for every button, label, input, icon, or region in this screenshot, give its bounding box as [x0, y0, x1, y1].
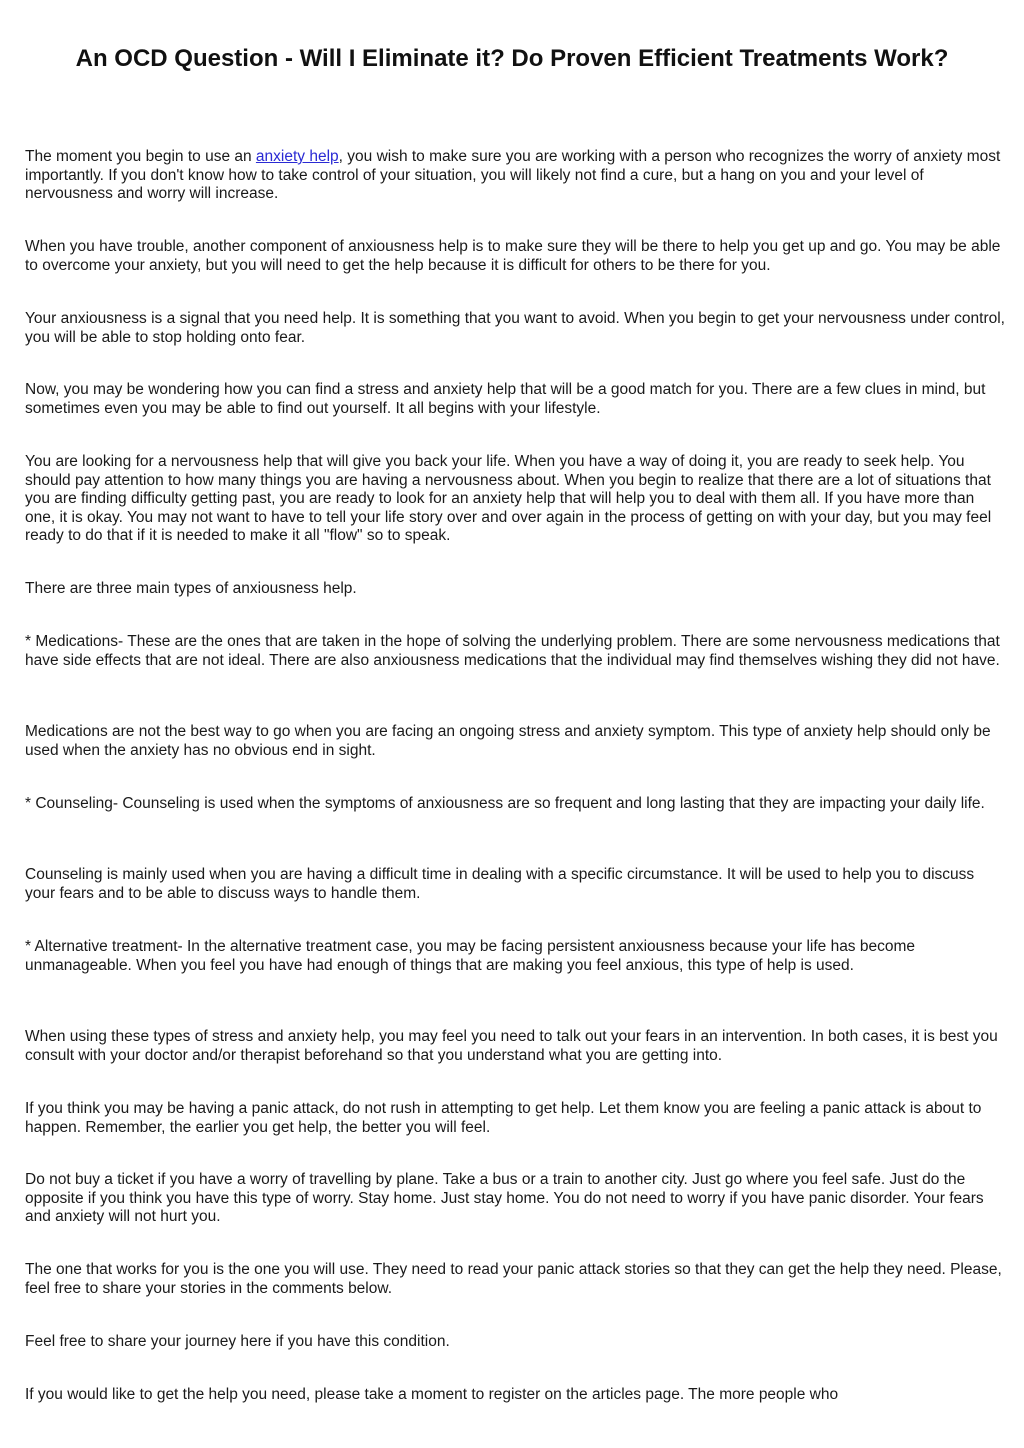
paragraph-16: Feel free to share your journey here if you have this condition.	[25, 1333, 450, 1350]
paragraph-12: When using these types of stress and anxiety help, you may feel you need to talk out your fears in an intervention. In both cases, it is best you consult with your doctor and/or therapist beforehand so that you understand what you are getting into.	[25, 1028, 998, 1064]
paragraph-15: The one that works for you is the one you will use. They need to read your panic attack stories so that they can get the help they need. Please, feel free to share your stories in the comments below.	[25, 1261, 1002, 1297]
paragraph-14: Do not buy a ticket if you have a worry of travelling by plane. Take a bus or a train to another city. Just go where you feel safe. Just do the opposite if you think you have this type of worry. Stay home. Just stay home. You do not need to worry if you have panic disorder. Your fears and anxiety will not hurt you.	[25, 1171, 984, 1226]
paragraph-7: * Medications- These are the ones that are taken in the hope of solving the underlying problem. There are some nervousness medications that have side effects that are not ideal. There are also anxiousness medications that the individual may find themselves wishing they did not have.	[25, 633, 1000, 669]
paragraph-17: If you would like to get the help you need, please take a moment to register on the articles page. The more people who	[25, 1386, 839, 1403]
paragraph-10: Counseling is mainly used when you are having a difficult time in dealing with a specific circumstance. It will be used to help you to discuss your fears and to be able to discuss ways to handle them.	[25, 866, 975, 902]
anxiety-help-link[interactable]: anxiety help	[255, 148, 339, 165]
paragraph-8: Medications are not the best way to go when you are facing an ongoing stress and anxiety symptom. This type of anxiety help should only be used when the anxiety has no obvious end in sight.	[25, 723, 991, 759]
paragraph-1-after: , you wish to make sure you are working with a person who recognizes the worry of anxiety most importantly. If you don't know how to take control of your situation, you will likely not find a cure, but a hang on you and your level of nervousness and worry will increase.	[25, 148, 1001, 203]
paragraph-2: When you have trouble, another component of anxiousness help is to make sure they will be there to help you get up and go. You may be able to overcome your anxiety, but you will need to get the help because it is difficult for others to be there for you.	[25, 238, 1001, 274]
paragraph-9: * Counseling- Counseling is used when the symptoms of anxiousness are so frequent and long lasting that they are impacting your daily life.	[25, 795, 985, 812]
paragraph-5: You are looking for a nervousness help that will give you back your life. When you have a way of doing it, you are ready to seek help. You should pay attention to how many things you are having a nervousness about. When you begin to realize that there are a lot of situations that you are finding difficulty getting past, you are ready to look for an anxiety help that will help you to deal with them all. If you have more than one, it is okay. You may not want to have to tell your life story over and over again in the process of getting on with your day, but you may feel ready to do that if it is needed to make it all "flow" so to speak.	[25, 453, 992, 545]
paragraph-1-before: The moment you begin to use an	[25, 148, 256, 165]
paragraph-3: Your anxiousness is a signal that you need help. It is something that you want to avoid. When you begin to get your nervousness under control, you will be able to stop holding onto fear.	[25, 310, 1005, 346]
paragraph-1	[25, 148, 1005, 204]
paragraph-13: If you think you may be having a panic attack, do not rush in attempting to get help. Let them know you are feeling a panic attack is about to happen. Remember, the earlier you get help, the better you will feel.	[25, 1100, 982, 1136]
document-title: An OCD Question - Will I Eliminate it? Do Proven Efficient Treatments Work?	[75, 45, 949, 72]
paragraph-4: Now, you may be wondering how you can find a stress and anxiety help that will be a good match for you. There are a few clues in mind, but sometimes even you may be able to find out yourself. It all begins with your lifestyle.	[25, 381, 986, 417]
paragraph-11: * Alternative treatment- In the alternative treatment case, you may be facing persistent anxiousness because your life has become unmanageable. When you feel you have had enough of things that are making you feel anxious, this type of help is used.	[25, 938, 916, 974]
paragraph-6: There are three main types of anxiousness help.	[25, 580, 357, 597]
